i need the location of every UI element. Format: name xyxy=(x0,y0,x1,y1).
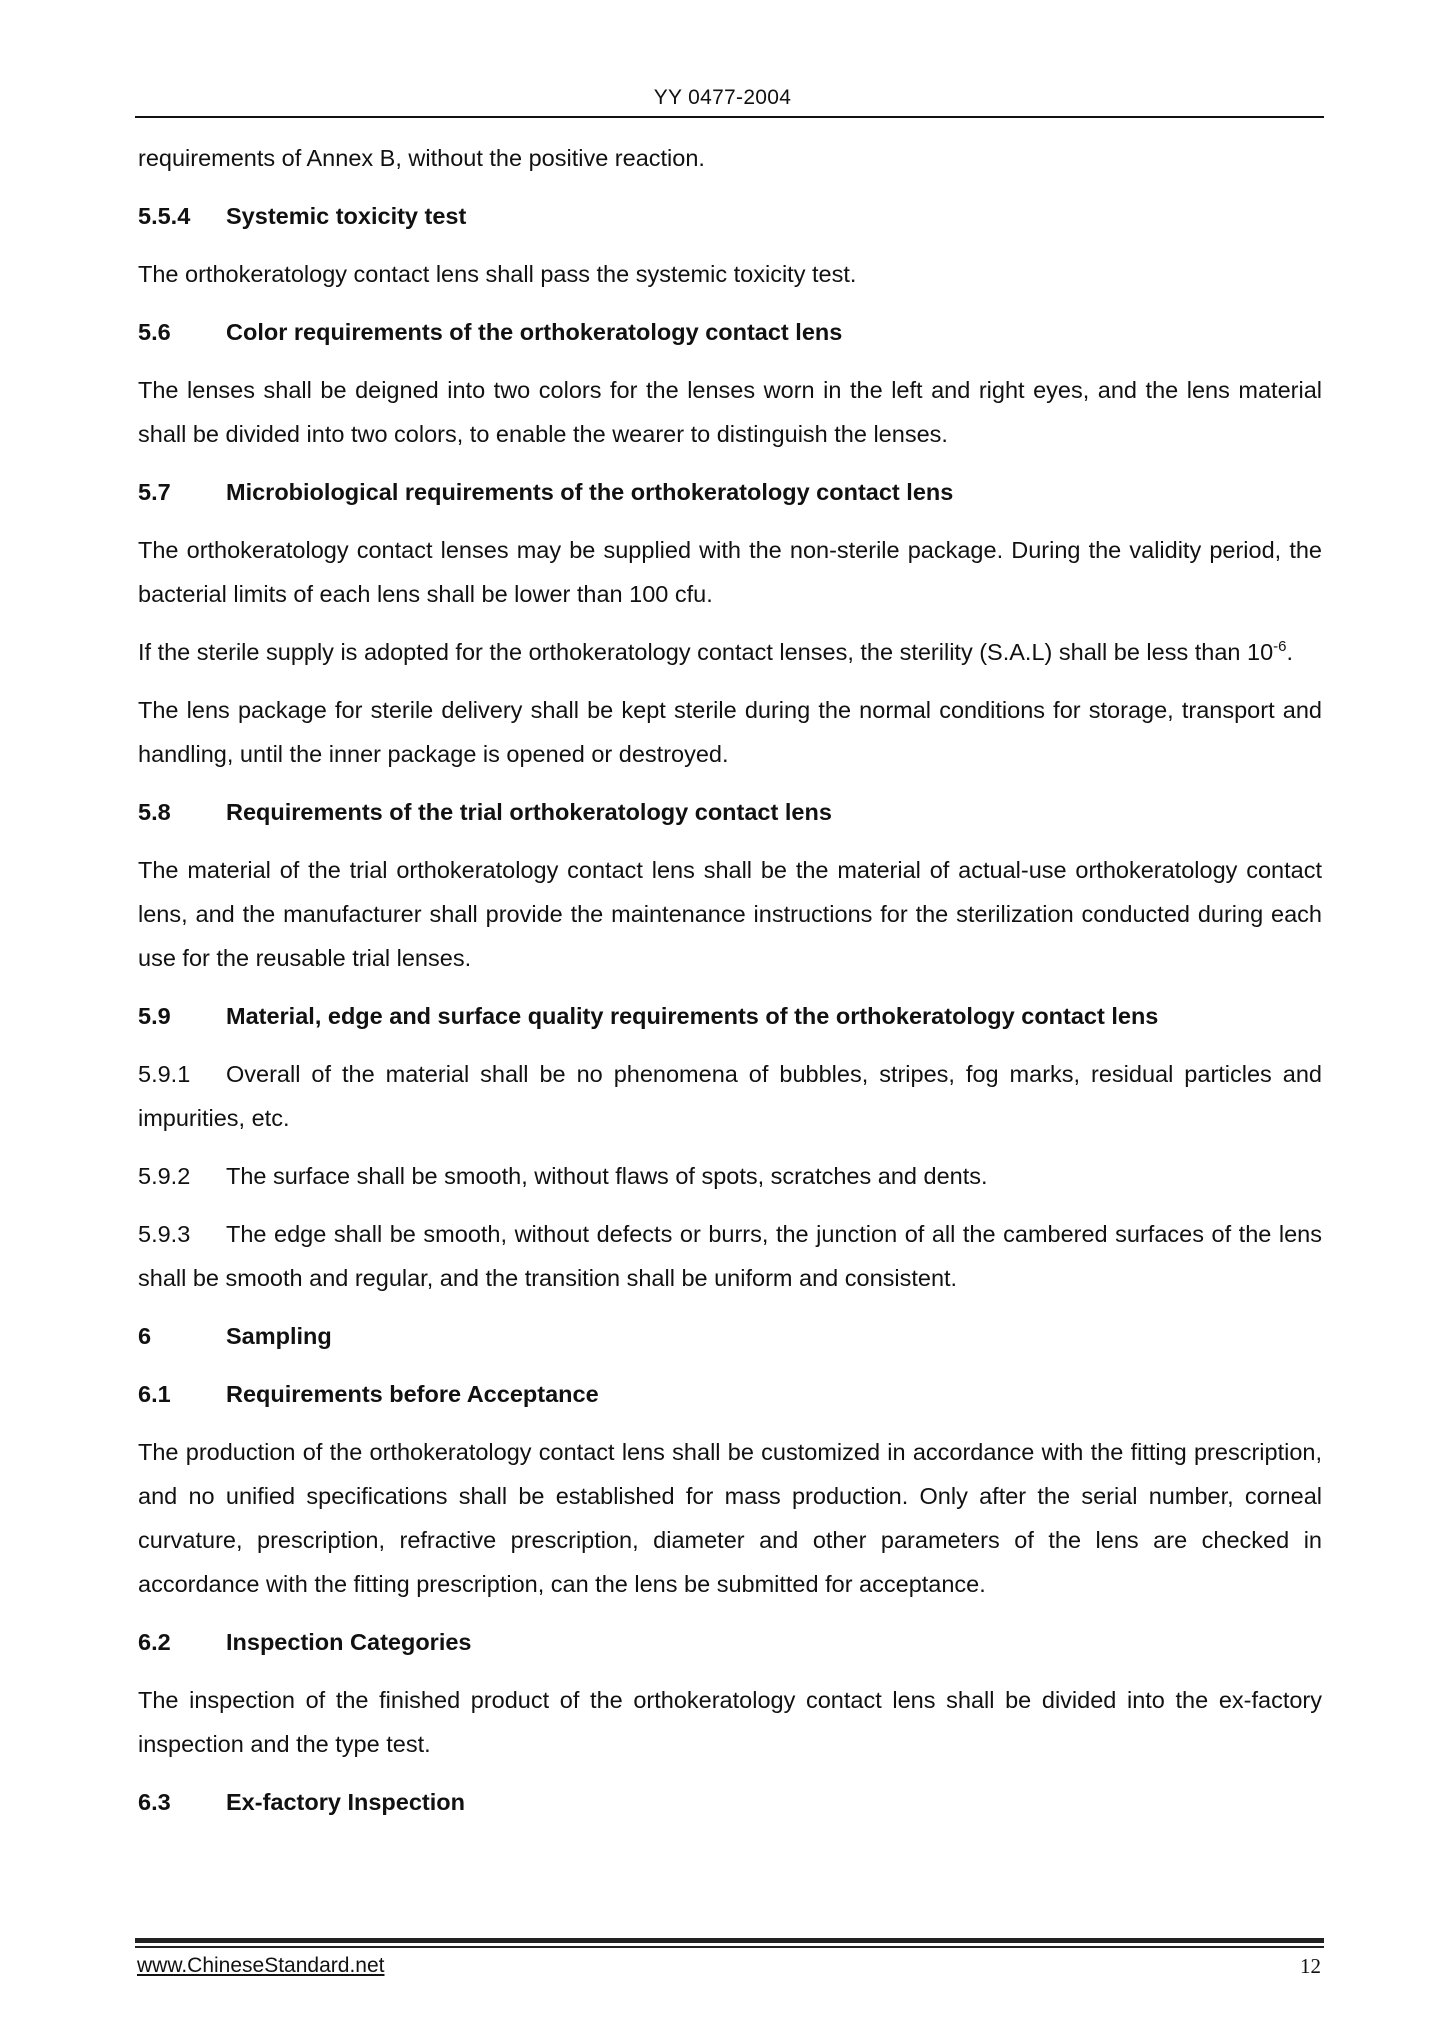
footer-rule-thin xyxy=(135,1946,1324,1948)
body-paragraph: The orthokeratology contact lens shall pass the systemic toxicity test. xyxy=(138,261,857,287)
clause-paragraph xyxy=(138,1212,1322,1300)
exponent-superscript: -6 xyxy=(1273,638,1287,655)
clause-number: 5.9.1 xyxy=(138,1061,191,1087)
section-heading xyxy=(138,310,1322,354)
section-number: 5.8 xyxy=(138,799,171,825)
paragraph-punctuation: . xyxy=(1286,639,1294,665)
section-number: 5.9 xyxy=(138,1003,171,1029)
section-heading xyxy=(138,470,1322,514)
paragraph-text: If the sterile supply is adopted for the orthokeratology contact lenses, the sterility (S.A.L) shall be less than 10 xyxy=(138,639,1274,665)
section-title: Microbiological requirements of the orthokeratology contact lens xyxy=(226,479,954,505)
section-heading xyxy=(138,1372,1322,1416)
section-title: Inspection Categories xyxy=(226,1629,472,1655)
footer-rule-thick xyxy=(135,1938,1324,1943)
page-number: 12 xyxy=(1300,1954,1321,1978)
document-body xyxy=(138,136,1322,1838)
body-paragraph: The inspection of the finished product of the orthokeratology contact lens shall be divided into the ex-factory inspection and the type test. xyxy=(138,1687,1322,1757)
header-rule xyxy=(135,116,1324,118)
section-heading xyxy=(138,994,1322,1038)
section-number: 6.1 xyxy=(138,1381,171,1407)
section-number: 6.2 xyxy=(138,1629,171,1655)
section-number: 5.6 xyxy=(138,319,171,345)
standard-code-header: YY 0477-2004 xyxy=(653,86,792,109)
clause-number: 5.9.2 xyxy=(138,1163,191,1189)
section-title: Sampling xyxy=(226,1323,332,1349)
section-number: 6.3 xyxy=(138,1789,171,1815)
body-paragraph: The production of the orthokeratology contact lens shall be customized in accordance with the fitting prescription, and no unified specifications shall be established for mass production. Only after the serial number, corneal curvature, prescription, refractive prescription, diameter and other parameters of the lens are checked in accordance with the fitting prescription, can the lens be submitted for acceptance. xyxy=(138,1439,1322,1597)
section-heading xyxy=(138,1314,1322,1358)
clause-text: The edge shall be smooth, without defects or burrs, the junction of all the cambered surfaces of the lens shall be smooth and regular, and the transition shall be uniform and consistent. xyxy=(138,1221,1322,1291)
website-link[interactable]: www.ChineseStandard.net xyxy=(137,1954,385,1977)
body-paragraph: The orthokeratology contact lenses may be supplied with the non-sterile package. During the validity period, the bacterial limits of each lens shall be lower than 100 cfu. xyxy=(138,537,1322,607)
section-title: Systemic toxicity test xyxy=(226,203,467,229)
body-paragraph: The material of the trial orthokeratology contact lens shall be the material of actual-use orthokeratology contact lens, and the manufacturer shall provide the maintenance instructions for the sterilization conducted during each use for the reusable trial lenses. xyxy=(138,857,1322,971)
section-title: Requirements before Acceptance xyxy=(226,1381,599,1407)
section-title: Color requirements of the orthokeratology contact lens xyxy=(226,319,843,345)
section-number: 5.7 xyxy=(138,479,171,505)
body-paragraph: The lenses shall be deigned into two colors for the lenses worn in the left and right eyes, and the lens material shall be divided into two colors, to enable the wearer to distinguish the lenses. xyxy=(138,377,1322,447)
section-heading xyxy=(138,1780,1322,1824)
section-heading xyxy=(138,790,1322,834)
section-title: Requirements of the trial orthokeratology contact lens xyxy=(226,799,832,825)
clause-text: Overall of the material shall be no phenomena of bubbles, stripes, fog marks, residual particles and impurities, etc. xyxy=(138,1061,1322,1131)
clause-number: 5.9.3 xyxy=(138,1221,191,1247)
section-heading xyxy=(138,194,1322,238)
body-paragraph: requirements of Annex B, without the positive reaction. xyxy=(138,145,705,171)
body-paragraph: The lens package for sterile delivery shall be kept sterile during the normal conditions for storage, transport and handling, until the inner package is opened or destroyed. xyxy=(138,697,1322,767)
clause-paragraph xyxy=(138,1154,1322,1198)
body-paragraph xyxy=(138,630,1322,674)
clause-text: The surface shall be smooth, without flaws of spots, scratches and dents. xyxy=(226,1163,988,1189)
section-number: 5.5.4 xyxy=(138,203,191,229)
section-number: 6 xyxy=(138,1323,152,1349)
section-heading xyxy=(138,1620,1322,1664)
section-title: Ex-factory Inspection xyxy=(226,1789,465,1815)
section-title: Material, edge and surface quality requirements of the orthokeratology contact lens xyxy=(226,1003,1159,1029)
clause-paragraph xyxy=(138,1052,1322,1140)
